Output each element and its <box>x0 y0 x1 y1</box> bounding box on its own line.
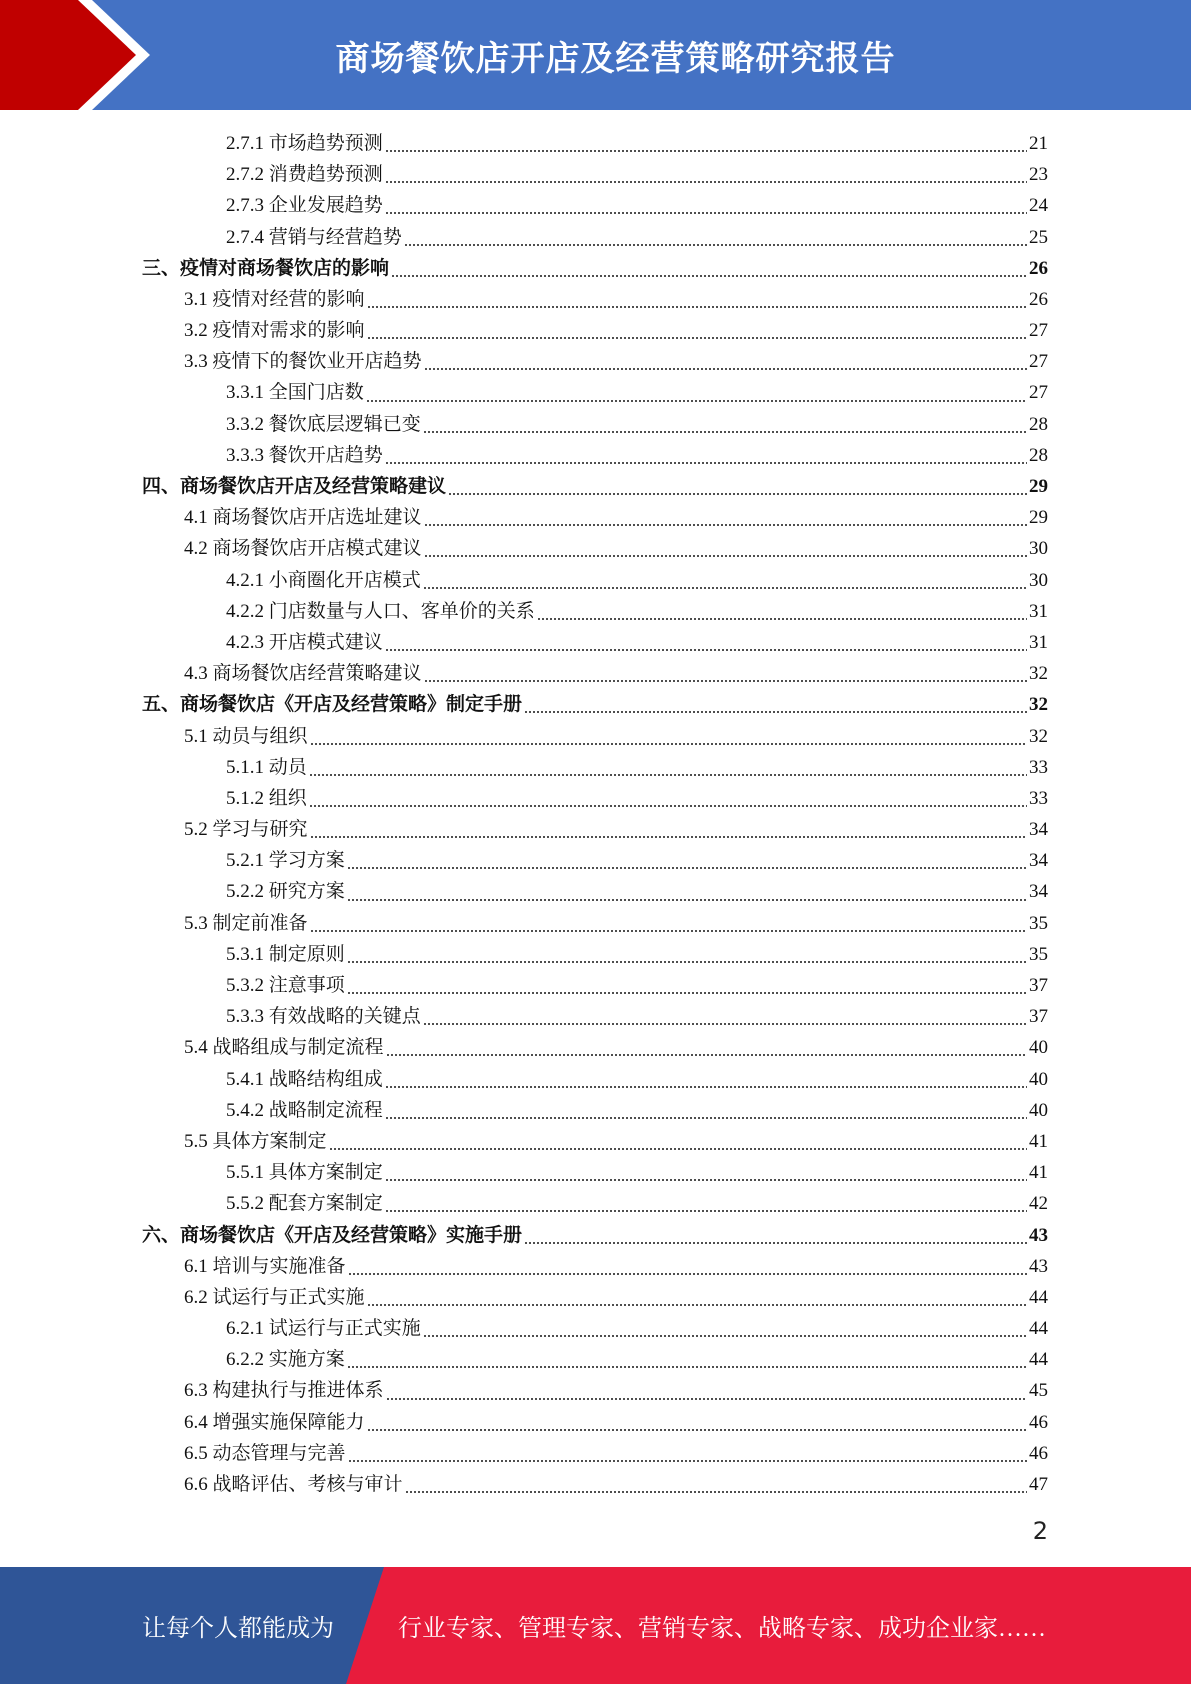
toc-entry-page: 34 <box>1029 819 1048 841</box>
toc-entry-page: 43 <box>1029 1224 1048 1246</box>
toc-entry-page: 27 <box>1029 320 1048 342</box>
toc-dot-leader <box>386 1032 1027 1063</box>
toc-entry-title: 2.7.1 市场趋势预测 <box>226 132 383 154</box>
toc-entry-title: 5.1 动员与组织 <box>184 725 308 747</box>
toc-entry-page: 32 <box>1029 694 1048 716</box>
toc-entry[interactable] <box>142 440 1048 471</box>
toc-entry[interactable] <box>142 1064 1048 1095</box>
toc-entry[interactable] <box>142 284 1048 315</box>
toc-entry-title: 5.3.1 制定原则 <box>226 943 345 965</box>
toc-entry-page: 30 <box>1029 538 1048 560</box>
toc-dot-leader <box>347 877 1027 908</box>
page-number: 2 <box>1032 1517 1048 1545</box>
toc-entry[interactable] <box>142 565 1048 596</box>
toc-entry[interactable] <box>142 533 1048 564</box>
toc-entry-title: 4.1 商场餐饮店开店选址建议 <box>184 507 422 529</box>
toc-dot-leader <box>309 783 1027 814</box>
toc-dot-leader <box>385 1064 1027 1095</box>
toc-entry-page: 37 <box>1029 975 1048 997</box>
toc-entry[interactable] <box>142 159 1048 190</box>
toc-entry[interactable] <box>142 1251 1048 1282</box>
toc-entry[interactable] <box>142 1220 1048 1251</box>
toc-entry-page: 24 <box>1029 195 1048 217</box>
toc-entry[interactable] <box>142 315 1048 346</box>
toc-entry[interactable] <box>142 877 1048 908</box>
toc-entry[interactable] <box>142 1157 1048 1188</box>
toc-entry-title: 四、商场餐饮店开店及经营策略建议 <box>142 476 447 498</box>
toc-entry-title: 3.3.2 餐饮底层逻辑已变 <box>226 413 421 435</box>
toc-entry[interactable] <box>142 1032 1048 1063</box>
header-arrow-decoration <box>0 0 150 110</box>
toc-dot-leader <box>423 409 1027 440</box>
toc-entry-title: 5.4.2 战略制定流程 <box>226 1099 383 1121</box>
table-of-contents <box>142 128 1048 1500</box>
toc-dot-leader <box>405 1469 1027 1500</box>
toc-dot-leader <box>309 752 1027 783</box>
toc-entry-title: 5.1.2 组织 <box>226 787 307 809</box>
toc-entry-page: 26 <box>1029 288 1048 310</box>
toc-dot-leader <box>391 253 1027 284</box>
toc-entry[interactable] <box>142 1376 1048 1407</box>
toc-entry-page: 31 <box>1029 600 1048 622</box>
toc-entry[interactable] <box>142 1407 1048 1438</box>
toc-dot-leader <box>385 440 1027 471</box>
toc-entry-page: 34 <box>1029 850 1048 872</box>
toc-entry-title: 5.5.2 配套方案制定 <box>226 1193 383 1215</box>
footer-slogan-right: 行业专家、管理专家、营销专家、战略专家、成功企业家…… <box>398 1616 1046 1642</box>
toc-entry[interactable] <box>142 502 1048 533</box>
toc-dot-leader <box>310 908 1027 939</box>
toc-dot-leader <box>423 565 1027 596</box>
toc-entry-page: 35 <box>1029 912 1048 934</box>
toc-dot-leader <box>448 471 1027 502</box>
toc-entry[interactable] <box>142 190 1048 221</box>
toc-entry-title: 6.2.1 试运行与正式实施 <box>226 1318 421 1340</box>
toc-entry-page: 42 <box>1029 1193 1048 1215</box>
toc-entry-title: 5.5 具体方案制定 <box>184 1130 327 1152</box>
toc-dot-leader <box>537 596 1027 627</box>
toc-entry[interactable] <box>142 658 1048 689</box>
toc-entry[interactable] <box>142 253 1048 284</box>
toc-entry-title: 6.4 增强实施保障能力 <box>184 1411 365 1433</box>
toc-entry-title: 六、商场餐饮店《开店及经营策略》实施手册 <box>142 1224 523 1246</box>
toc-entry-title: 5.3.3 有效战略的关键点 <box>226 1006 421 1028</box>
toc-entry-page: 32 <box>1029 663 1048 685</box>
toc-entry-page: 41 <box>1029 1130 1048 1152</box>
toc-entry-page: 29 <box>1029 476 1048 498</box>
toc-dot-leader <box>347 1344 1027 1375</box>
toc-entry-page: 30 <box>1029 569 1048 591</box>
toc-entry[interactable] <box>142 128 1048 159</box>
toc-entry[interactable] <box>142 627 1048 658</box>
toc-entry[interactable] <box>142 409 1048 440</box>
toc-entry-page: 46 <box>1029 1442 1048 1464</box>
toc-entry-title: 三、疫情对商场餐饮店的影响 <box>142 257 390 279</box>
toc-dot-leader <box>385 128 1027 159</box>
toc-entry[interactable] <box>142 939 1048 970</box>
toc-entry-title: 2.7.2 消费趋势预测 <box>226 164 383 186</box>
toc-entry[interactable] <box>142 970 1048 1001</box>
toc-entry-title: 5.3.2 注意事项 <box>226 975 345 997</box>
toc-dot-leader <box>310 814 1027 845</box>
toc-entry[interactable] <box>142 1344 1048 1375</box>
toc-dot-leader <box>367 1282 1027 1313</box>
toc-entry[interactable] <box>142 1282 1048 1313</box>
toc-entry-title: 3.2 疫情对需求的影响 <box>184 320 365 342</box>
toc-dot-leader <box>385 159 1027 190</box>
toc-entry-page: 28 <box>1029 444 1048 466</box>
toc-entry-page: 40 <box>1029 1068 1048 1090</box>
toc-entry-title: 6.1 培训与实施准备 <box>184 1255 346 1277</box>
page-footer <box>0 1567 1191 1684</box>
toc-entry[interactable] <box>142 596 1048 627</box>
toc-entry-page: 27 <box>1029 351 1048 373</box>
toc-dot-leader <box>385 627 1027 658</box>
toc-dot-leader <box>424 346 1027 377</box>
toc-entry-page: 31 <box>1029 631 1048 653</box>
toc-entry[interactable] <box>142 222 1048 253</box>
toc-entry-title: 2.7.3 企业发展趋势 <box>226 195 383 217</box>
toc-dot-leader <box>347 845 1027 876</box>
toc-entry-page: 28 <box>1029 413 1048 435</box>
toc-entry-page: 44 <box>1029 1286 1048 1308</box>
toc-entry-page: 43 <box>1029 1255 1048 1277</box>
toc-dot-leader <box>348 1251 1027 1282</box>
toc-entry[interactable] <box>142 1438 1048 1469</box>
toc-entry-title: 6.2 试运行与正式实施 <box>184 1286 365 1308</box>
toc-entry-page: 33 <box>1029 787 1048 809</box>
toc-entry[interactable] <box>142 378 1048 409</box>
toc-entry-page: 25 <box>1029 226 1048 248</box>
toc-entry[interactable] <box>142 1313 1048 1344</box>
toc-dot-leader <box>386 1376 1027 1407</box>
footer-slogan-left: 让每个人都能成为 <box>142 1616 334 1642</box>
toc-entry-page: 32 <box>1029 725 1048 747</box>
toc-entry[interactable] <box>142 845 1048 876</box>
toc-dot-leader <box>348 1438 1027 1469</box>
toc-dot-leader <box>385 1157 1027 1188</box>
toc-dot-leader <box>423 1001 1027 1032</box>
toc-entry-title: 2.7.4 营销与经营趋势 <box>226 226 402 248</box>
toc-entry[interactable] <box>142 752 1048 783</box>
toc-entry-title: 3.3 疫情下的餐饮业开店趋势 <box>184 351 422 373</box>
toc-dot-leader <box>385 190 1027 221</box>
toc-entry-page: 29 <box>1029 507 1048 529</box>
toc-entry-page: 27 <box>1029 382 1048 404</box>
toc-entry-title: 4.2 商场餐饮店开店模式建议 <box>184 538 422 560</box>
toc-entry-page: 41 <box>1029 1162 1048 1184</box>
toc-entry[interactable] <box>142 1188 1048 1219</box>
toc-entry[interactable] <box>142 1469 1048 1500</box>
toc-entry-title: 3.1 疫情对经营的影响 <box>184 288 365 310</box>
toc-entry-title: 6.5 动态管理与完善 <box>184 1442 346 1464</box>
toc-dot-leader <box>385 1188 1027 1219</box>
toc-dot-leader <box>385 1095 1027 1126</box>
toc-entry-title: 5.4.1 战略结构组成 <box>226 1068 383 1090</box>
toc-entry-page: 40 <box>1029 1037 1048 1059</box>
toc-dot-leader <box>366 378 1027 409</box>
toc-entry-page: 35 <box>1029 943 1048 965</box>
toc-entry[interactable] <box>142 346 1048 377</box>
toc-entry-title: 4.2.2 门店数量与人口、客单价的关系 <box>226 600 535 622</box>
toc-entry-title: 4.2.3 开店模式建议 <box>226 631 383 653</box>
toc-entry-page: 33 <box>1029 756 1048 778</box>
toc-entry-page: 21 <box>1029 132 1048 154</box>
toc-entry-page: 40 <box>1029 1099 1048 1121</box>
toc-dot-leader <box>524 1220 1027 1251</box>
toc-entry-page: 37 <box>1029 1006 1048 1028</box>
toc-dot-leader <box>404 222 1027 253</box>
toc-dot-leader <box>310 721 1027 752</box>
toc-entry-title: 4.3 商场餐饮店经营策略建议 <box>184 663 422 685</box>
toc-entry-title: 五、商场餐饮店《开店及经营策略》制定手册 <box>142 694 523 716</box>
toc-entry-title: 6.6 战略评估、考核与审计 <box>184 1474 403 1496</box>
toc-entry-title: 5.2 学习与研究 <box>184 819 308 841</box>
toc-dot-leader <box>524 689 1027 720</box>
toc-entry-title: 5.5.1 具体方案制定 <box>226 1162 383 1184</box>
toc-dot-leader <box>424 658 1027 689</box>
toc-dot-leader <box>347 939 1027 970</box>
toc-entry-title: 3.3.1 全国门店数 <box>226 382 364 404</box>
toc-dot-leader <box>367 284 1027 315</box>
toc-entry[interactable] <box>142 471 1048 502</box>
toc-entry-title: 6.2.2 实施方案 <box>226 1349 345 1371</box>
toc-dot-leader <box>424 533 1027 564</box>
toc-entry-title: 5.4 战略组成与制定流程 <box>184 1037 384 1059</box>
toc-entry-page: 44 <box>1029 1318 1048 1340</box>
toc-entry-title: 4.2.1 小商圈化开店模式 <box>226 569 421 591</box>
toc-dot-leader <box>423 1313 1027 1344</box>
toc-entry[interactable] <box>142 814 1048 845</box>
toc-entry-page: 47 <box>1029 1474 1048 1496</box>
toc-entry[interactable] <box>142 783 1048 814</box>
toc-entry-title: 5.2.2 研究方案 <box>226 881 345 903</box>
toc-entry-title: 5.3 制定前准备 <box>184 912 308 934</box>
page-header <box>0 0 1191 110</box>
toc-entry[interactable] <box>142 1126 1048 1157</box>
toc-entry-page: 23 <box>1029 164 1048 186</box>
toc-dot-leader <box>424 502 1027 533</box>
toc-entry-title: 5.2.1 学习方案 <box>226 850 345 872</box>
toc-entry[interactable] <box>142 689 1048 720</box>
toc-entry-page: 45 <box>1029 1380 1048 1402</box>
toc-entry-title: 6.3 构建执行与推进体系 <box>184 1380 384 1402</box>
toc-entry[interactable] <box>142 1001 1048 1032</box>
toc-entry[interactable] <box>142 721 1048 752</box>
toc-dot-leader <box>367 315 1027 346</box>
toc-dot-leader <box>329 1126 1027 1157</box>
toc-entry[interactable] <box>142 1095 1048 1126</box>
toc-entry-page: 26 <box>1029 257 1048 279</box>
toc-dot-leader <box>347 970 1027 1001</box>
report-title: 商场餐饮店开店及经营策略研究报告 <box>335 38 896 79</box>
toc-entry[interactable] <box>142 908 1048 939</box>
toc-entry-title: 3.3.3 餐饮开店趋势 <box>226 444 383 466</box>
toc-entry-page: 44 <box>1029 1349 1048 1371</box>
toc-entry-page: 34 <box>1029 881 1048 903</box>
toc-entry-title: 5.1.1 动员 <box>226 756 307 778</box>
toc-entry-page: 46 <box>1029 1411 1048 1433</box>
toc-dot-leader <box>367 1407 1027 1438</box>
